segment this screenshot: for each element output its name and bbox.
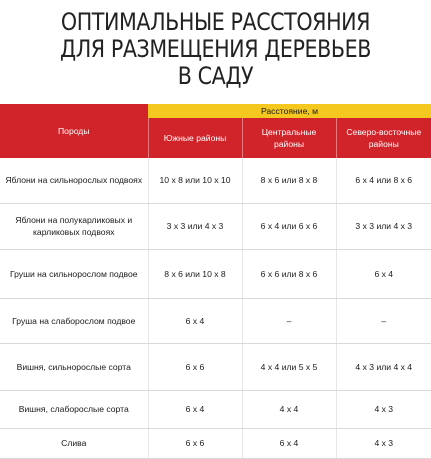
cell-northeast: – [336, 298, 431, 343]
tree-distance-table [0, 104, 431, 459]
header-region-south: Южные районы [148, 118, 242, 158]
table-row [0, 343, 431, 390]
cell-northeast: 4 х 3 [336, 390, 431, 428]
cell-south: 6 х 4 [148, 298, 242, 343]
table-row [0, 249, 431, 298]
cell-northeast: 6 х 4 [336, 249, 431, 298]
cell-breed: Груши на сильнорослом подвое [0, 249, 148, 298]
table-row [0, 298, 431, 343]
cell-central: 6 х 4 или 6 х 6 [242, 203, 336, 249]
cell-breed: Яблони на сильнорослых подвоях [0, 158, 148, 203]
title-line-2: ДЛЯ РАЗМЕЩЕНИЯ ДЕРЕВЬЕВ [60, 35, 371, 63]
table-row [0, 390, 431, 428]
cell-south: 6 х 6 [148, 343, 242, 390]
cell-breed: Вишня, слаборослые сорта [0, 390, 148, 428]
cell-central: 4 х 4 [242, 390, 336, 428]
page-title [30, 0, 401, 90]
title-line-3: В САДУ [177, 62, 254, 90]
cell-central: – [242, 298, 336, 343]
table-row [0, 203, 431, 249]
cell-breed: Груша на слаборослом подвое [0, 298, 148, 343]
header-region-northeast: Северо-восточные районы [336, 118, 431, 158]
header-distance: Расстояние, м [148, 104, 431, 118]
cell-south: 6 х 4 [148, 390, 242, 428]
cell-south: 6 х 6 [148, 428, 242, 458]
cell-northeast: 4 х 3 [336, 428, 431, 458]
cell-south: 8 х 6 или 10 х 8 [148, 249, 242, 298]
title-line-1: ОПТИМАЛЬНЫЕ РАССТОЯНИЯ [60, 8, 371, 36]
cell-south: 3 х 3 или 4 х 3 [148, 203, 242, 249]
cell-breed: Яблони на полукарликовых и карликовых подвоях [0, 203, 148, 249]
cell-northeast: 3 х 3 или 4 х 3 [336, 203, 431, 249]
table-row [0, 428, 431, 458]
cell-breed: Вишня, сильнорослые сорта [0, 343, 148, 390]
cell-central: 8 х 6 или 8 х 8 [242, 158, 336, 203]
cell-breed: Слива [0, 428, 148, 458]
cell-central: 4 х 4 или 5 х 5 [242, 343, 336, 390]
cell-northeast: 6 х 4 или 8 х 6 [336, 158, 431, 203]
cell-northeast: 4 х 3 или 4 х 4 [336, 343, 431, 390]
cell-south: 10 х 8 или 10 х 10 [148, 158, 242, 203]
cell-central: 6 х 6 или 8 х 6 [242, 249, 336, 298]
table-row [0, 158, 431, 203]
cell-central: 6 х 4 [242, 428, 336, 458]
header-breed: Породы [0, 104, 148, 158]
header-region-central: Центральные районы [242, 118, 336, 158]
